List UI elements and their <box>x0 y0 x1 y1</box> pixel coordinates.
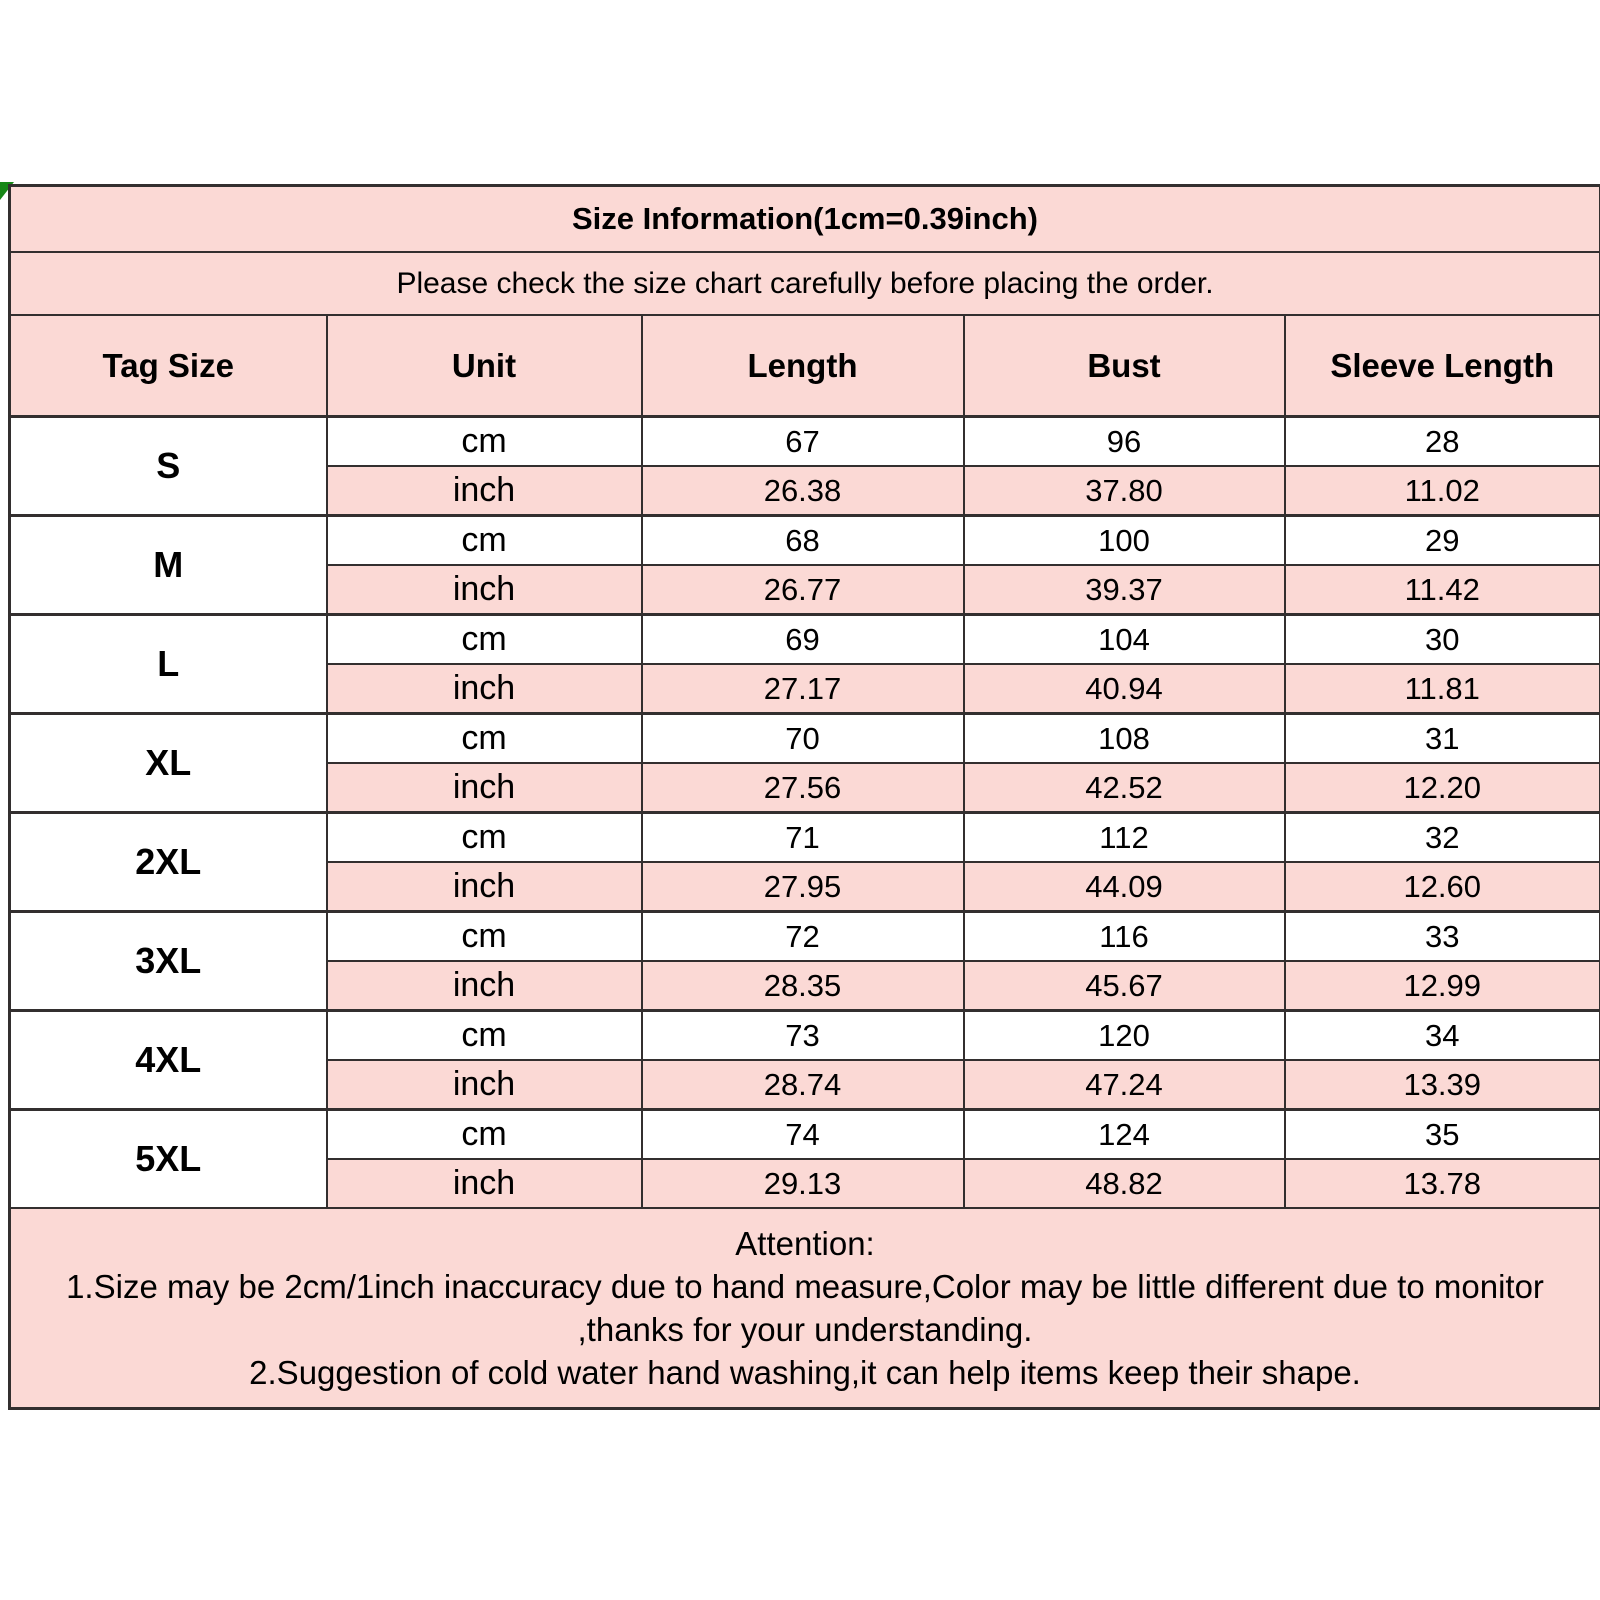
value-4xl-inch-0: 28.74 <box>642 1060 964 1110</box>
unit-label-cm: cm <box>327 1110 642 1160</box>
value-m-cm-0: 68 <box>642 516 964 566</box>
unit-label-cm: cm <box>327 912 642 962</box>
value-3xl-cm-1: 116 <box>964 912 1285 962</box>
value-l-inch-1: 40.94 <box>964 664 1285 714</box>
value-3xl-inch-2: 12.99 <box>1285 961 1600 1011</box>
value-4xl-cm-2: 34 <box>1285 1011 1600 1061</box>
tag-size-3xl: 3XL <box>10 912 327 1011</box>
value-5xl-cm-0: 74 <box>642 1110 964 1160</box>
unit-label-inch: inch <box>327 1060 642 1110</box>
unit-label-inch: inch <box>327 664 642 714</box>
value-5xl-inch-1: 48.82 <box>964 1159 1285 1208</box>
table-title: Size Information(1cm=0.39inch) <box>10 186 1600 253</box>
value-xl-inch-2: 12.20 <box>1285 763 1600 813</box>
attention-line-1: 1.Size may be 2cm/1inch inaccuracy due to hand measure,Color may be little different due to monitor <box>66 1268 1544 1305</box>
tag-size-l: L <box>10 615 327 714</box>
value-4xl-cm-0: 73 <box>642 1011 964 1061</box>
attention-line-2: ,thanks for your understanding. <box>577 1311 1033 1348</box>
value-5xl-inch-2: 13.78 <box>1285 1159 1600 1208</box>
unit-label-cm: cm <box>327 516 642 566</box>
value-s-cm-2: 28 <box>1285 417 1600 467</box>
value-2xl-cm-0: 71 <box>642 813 964 863</box>
column-header-unit: Unit <box>327 315 642 417</box>
size-information-table <box>8 184 1600 1410</box>
unit-label-cm: cm <box>327 714 642 764</box>
size-row-5xl-cm <box>10 1110 1600 1160</box>
value-2xl-cm-2: 32 <box>1285 813 1600 863</box>
value-xl-cm-2: 31 <box>1285 714 1600 764</box>
unit-label-inch: inch <box>327 1159 642 1208</box>
tag-size-xl: XL <box>10 714 327 813</box>
unit-label-inch: inch <box>327 862 642 912</box>
value-l-inch-0: 27.17 <box>642 664 964 714</box>
value-s-cm-1: 96 <box>964 417 1285 467</box>
column-header-tag-size: Tag Size <box>10 315 327 417</box>
size-row-l-cm <box>10 615 1600 665</box>
value-3xl-cm-2: 33 <box>1285 912 1600 962</box>
column-header-length: Length <box>642 315 964 417</box>
value-l-inch-2: 11.81 <box>1285 664 1600 714</box>
size-row-s-cm <box>10 417 1600 467</box>
value-xl-cm-1: 108 <box>964 714 1285 764</box>
column-header-row <box>10 315 1600 417</box>
unit-label-cm: cm <box>327 615 642 665</box>
size-row-m-cm <box>10 516 1600 566</box>
value-s-inch-0: 26.38 <box>642 466 964 516</box>
value-4xl-inch-1: 47.24 <box>964 1060 1285 1110</box>
value-xl-inch-0: 27.56 <box>642 763 964 813</box>
value-m-inch-0: 26.77 <box>642 565 964 615</box>
unit-label-cm: cm <box>327 813 642 863</box>
tag-size-2xl: 2XL <box>10 813 327 912</box>
value-4xl-inch-2: 13.39 <box>1285 1060 1600 1110</box>
size-rows <box>10 417 1600 1209</box>
value-m-cm-2: 29 <box>1285 516 1600 566</box>
unit-label-inch: inch <box>327 763 642 813</box>
value-5xl-cm-2: 35 <box>1285 1110 1600 1160</box>
unit-label-cm: cm <box>327 417 642 467</box>
value-xl-cm-0: 70 <box>642 714 964 764</box>
table-foot-rows <box>10 1208 1600 1409</box>
unit-label-cm: cm <box>327 1011 642 1061</box>
value-2xl-inch-1: 44.09 <box>964 862 1285 912</box>
value-xl-inch-1: 42.52 <box>964 763 1285 813</box>
column-header-bust: Bust <box>964 315 1285 417</box>
size-row-xl-cm <box>10 714 1600 764</box>
value-s-inch-2: 11.02 <box>1285 466 1600 516</box>
value-m-inch-2: 11.42 <box>1285 565 1600 615</box>
size-row-3xl-cm <box>10 912 1600 962</box>
tag-size-m: M <box>10 516 327 615</box>
unit-label-inch: inch <box>327 466 642 516</box>
value-s-cm-0: 67 <box>642 417 964 467</box>
value-3xl-inch-1: 45.67 <box>964 961 1285 1011</box>
size-row-2xl-cm <box>10 813 1600 863</box>
attention-note <box>10 1208 1600 1409</box>
value-l-cm-0: 69 <box>642 615 964 665</box>
unit-label-inch: inch <box>327 961 642 1011</box>
value-m-cm-1: 100 <box>964 516 1285 566</box>
value-3xl-inch-0: 28.35 <box>642 961 964 1011</box>
attention-line-3: 2.Suggestion of cold water hand washing,it can help items keep their shape. <box>249 1354 1361 1391</box>
value-2xl-inch-2: 12.60 <box>1285 862 1600 912</box>
value-5xl-inch-0: 29.13 <box>642 1159 964 1208</box>
value-s-inch-1: 37.80 <box>964 466 1285 516</box>
table-head-rows <box>10 186 1600 417</box>
table-subtitle: Please check the size chart carefully before placing the order. <box>10 252 1600 315</box>
size-row-4xl-cm <box>10 1011 1600 1061</box>
value-2xl-inch-0: 27.95 <box>642 862 964 912</box>
value-5xl-cm-1: 124 <box>964 1110 1285 1160</box>
tag-size-s: S <box>10 417 327 516</box>
column-header-sleeve-length: Sleeve Length <box>1285 315 1600 417</box>
value-4xl-cm-1: 120 <box>964 1011 1285 1061</box>
tag-size-5xl: 5XL <box>10 1110 327 1209</box>
value-l-cm-2: 30 <box>1285 615 1600 665</box>
value-3xl-cm-0: 72 <box>642 912 964 962</box>
value-2xl-cm-1: 112 <box>964 813 1285 863</box>
size-table-container <box>8 184 1599 1410</box>
unit-label-inch: inch <box>327 565 642 615</box>
attention-heading: Attention: <box>735 1225 875 1262</box>
value-m-inch-1: 39.37 <box>964 565 1285 615</box>
tag-size-4xl: 4XL <box>10 1011 327 1110</box>
value-l-cm-1: 104 <box>964 615 1285 665</box>
